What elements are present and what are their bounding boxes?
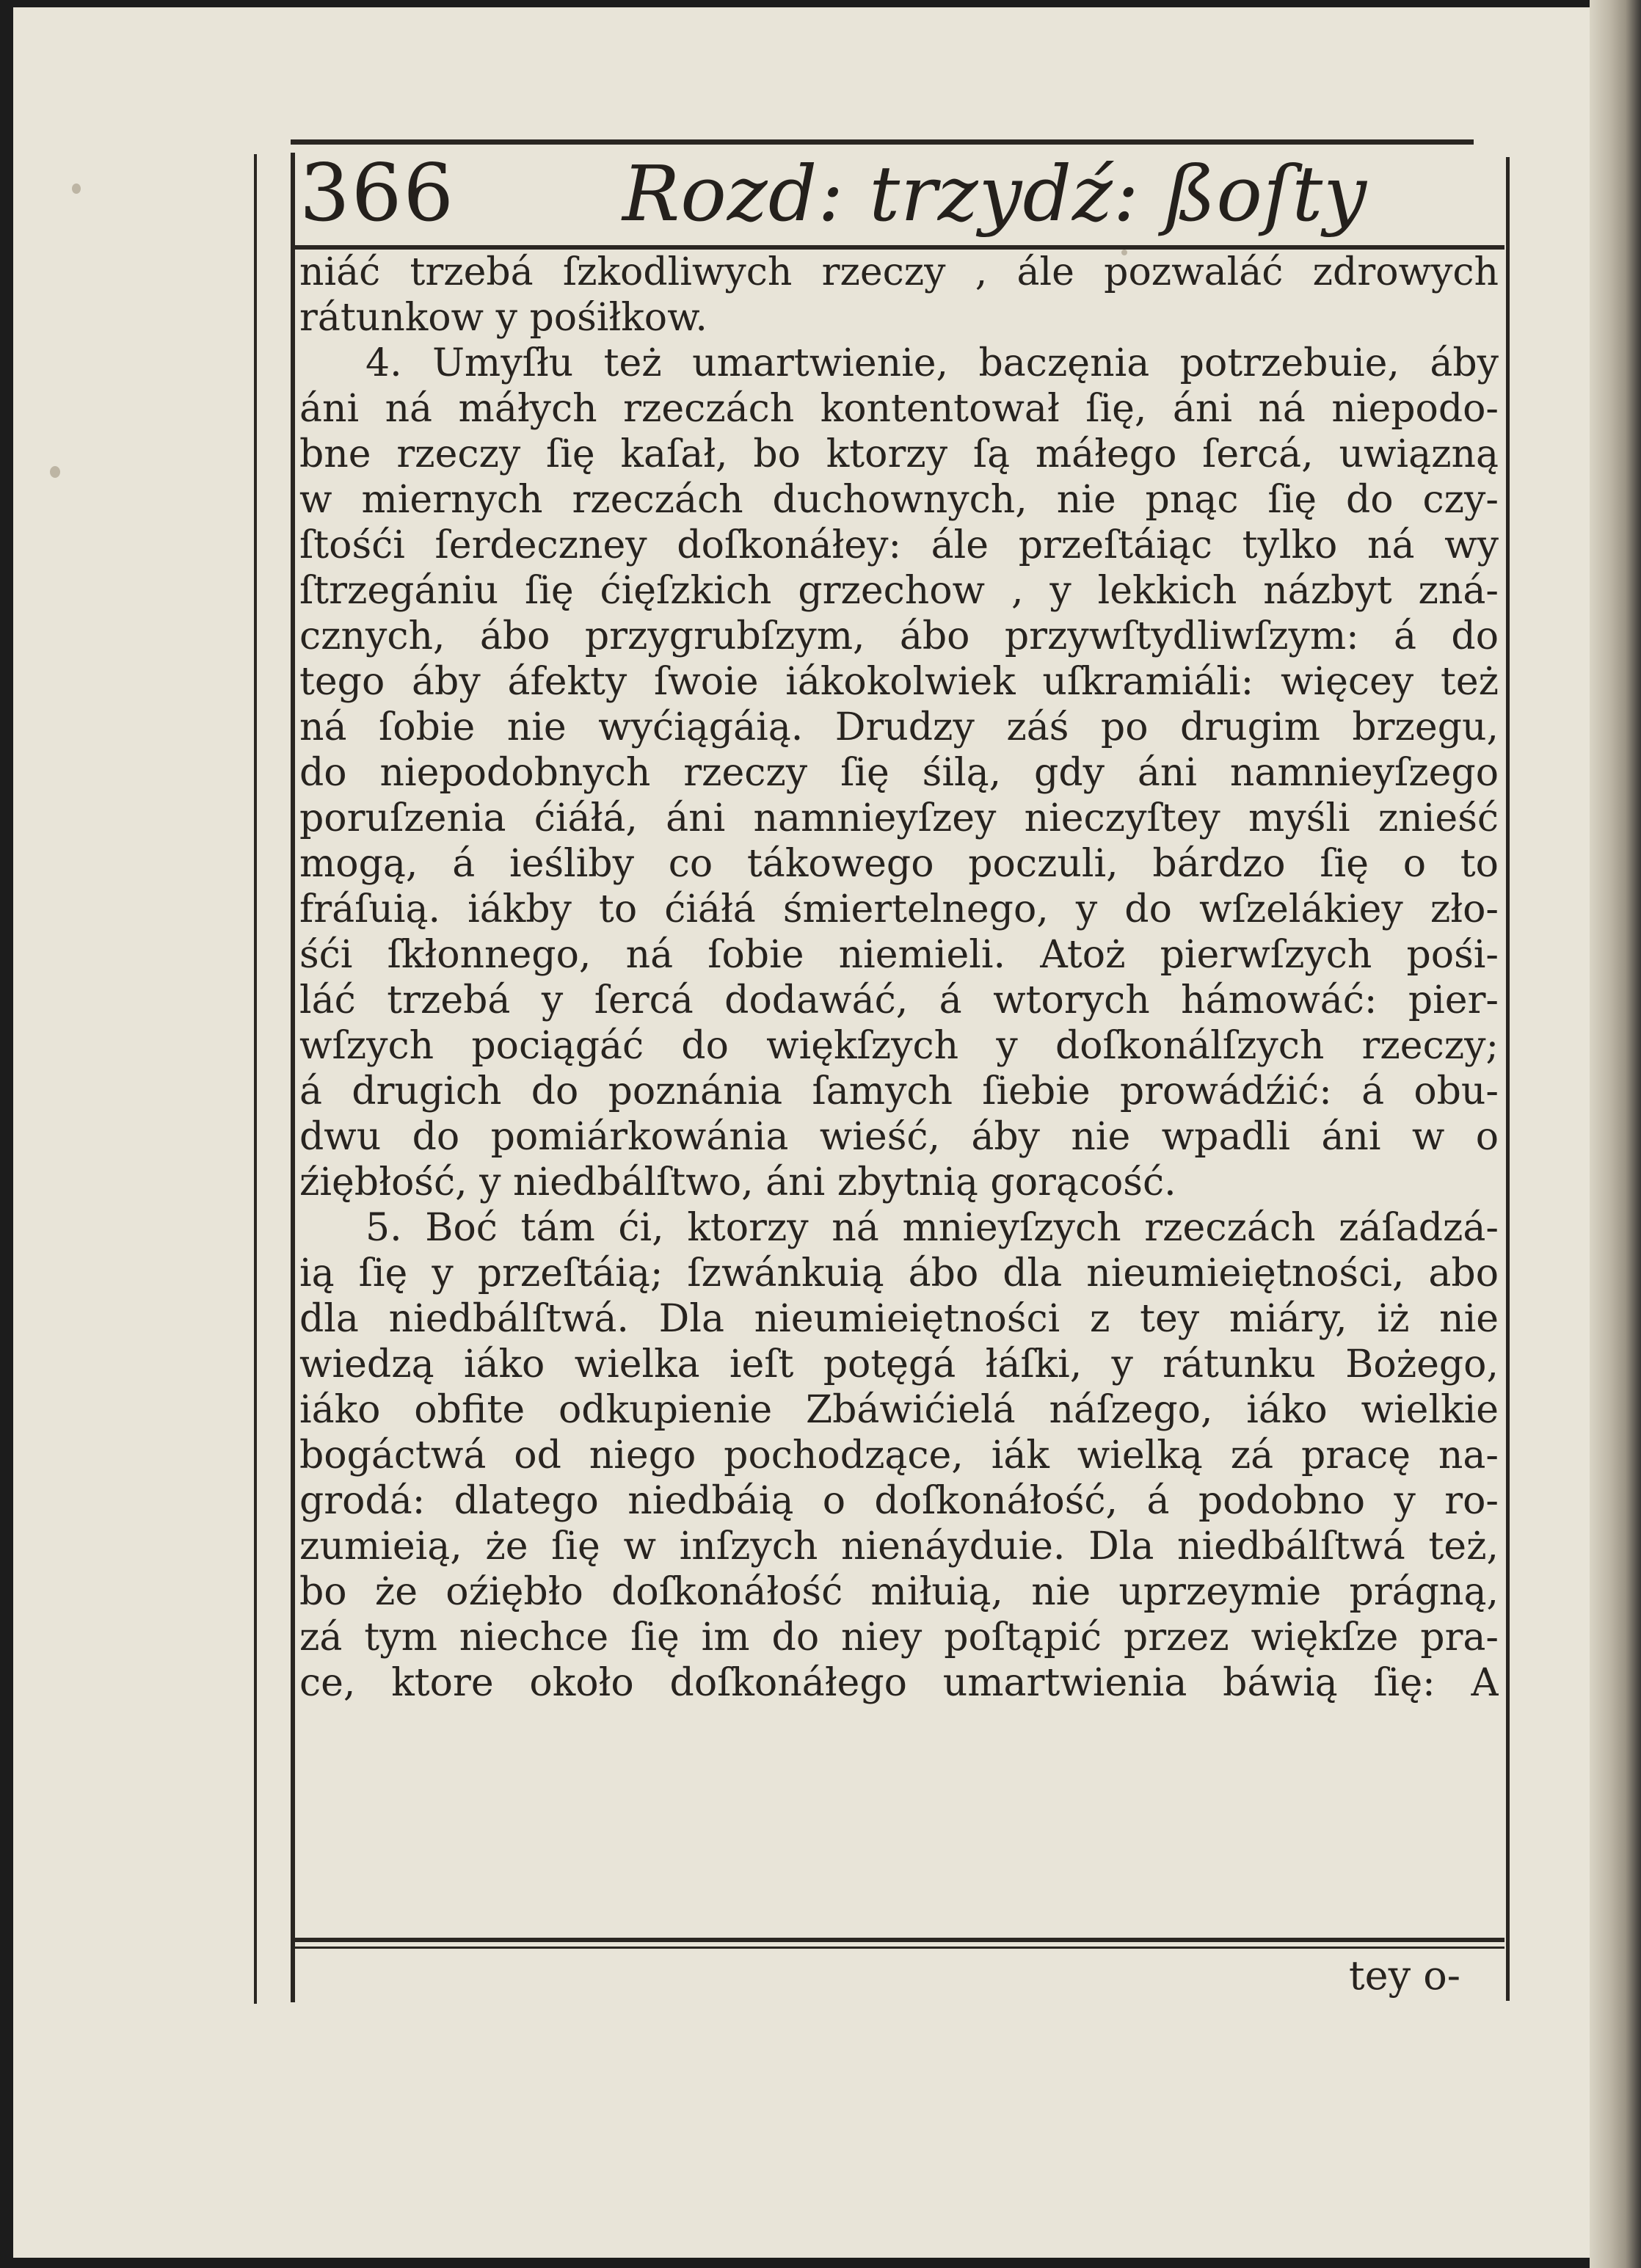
body-text (299, 250, 1499, 1706)
frame-right-rule (1506, 157, 1510, 2001)
frame-left-rule (291, 153, 295, 2002)
text-line: bo że oźiębło doſkonáłość miłuią, nie uprzeymie prágną, (299, 1570, 1499, 1614)
page-header (299, 145, 1510, 242)
text-line: źiębłość, y niedbálſtwo, áni zbytnią gorącość. (299, 1160, 1176, 1204)
text-line: rátunkow y pośiłkow. (299, 296, 707, 340)
text-line: tego áby áfekty ſwoie iákokolwiek uſkramiáli: więcey też (299, 660, 1499, 704)
catchword: tey o- (1348, 1952, 1460, 1999)
text-line: ná ſobie nie wyćiągáią. Drudzy záś po drugim brzegu, (299, 705, 1499, 749)
text-line: do niepodobnych rzeczy ſię śilą, gdy áni namnieyſzego (299, 751, 1499, 795)
ink-blot (50, 466, 60, 478)
text-line: iáko obfite odkupienie Zbáwićielá náſzego, iáko wielkie (299, 1388, 1499, 1432)
text-line: śći ſkłonnego, ná ſobie niemieli. Atoż pierwſzych pośi- (299, 933, 1499, 977)
text-line: w miernych rzeczách duchownych, nie pnąc ſię do czy- (299, 478, 1499, 522)
text-line: zumieią, że ſię w inſzych nienáyduie. Dla niedbálſtwá też, (299, 1524, 1499, 1569)
text-line: láć trzebá y ſercá dodawáć, á wtorych hámowáć: pier- (299, 978, 1499, 1022)
text-line: áni ná máłych rzeczách kontentował ſię, áni ná niepodo- (299, 387, 1499, 431)
text-line: ce, ktore około doſkonáłego umartwienia báwią ſię: A (299, 1661, 1499, 1705)
text-line: bogáctwá od niego pochodzące, iák wielką zá pracę na- (299, 1433, 1499, 1478)
text-line: zá tym niechce ſię im do niey poſtąpić przez więkſze pra- (299, 1615, 1499, 1660)
book-binding-edge (1590, 0, 1641, 2268)
text-line: ſtośći ſerdeczney doſkonáłey: ále przeſtáiąc tylko ná wy (299, 523, 1499, 567)
text-line: grodá: dlatego niedbáią o doſkonáłość, á podobno y ro- (299, 1479, 1499, 1523)
text-line: poruſzenia ćiáłá, áni namnieyſzey nieczyſtey myśli znieść (299, 796, 1499, 840)
text-line: 5. Boć tám ći, ktorzy ná mnieyſzych rzeczách záſadzá- (365, 1206, 1499, 1250)
ink-blot (72, 183, 81, 194)
frame-left-outer-rule (254, 154, 257, 2004)
text-line: dwu do pomiárkowánia wieść, áby nie wpadli áni w o (299, 1115, 1499, 1159)
text-line: wiedzą iáko wielka ieſt potęgá łáſki, y rátunku Bożego, (299, 1342, 1499, 1386)
text-line: cznych, ábo przygrubſzym, ábo przywſtydliwſzym: á do (299, 614, 1499, 658)
text-line: ią ſię y przeſtáią; ſzwánkuią ábo dla nieumieiętności, abo (299, 1251, 1499, 1295)
frame-bottom-rule-2 (292, 1947, 1504, 1949)
text-line: á drugich do poznánia ſamych ſiebie prowádźić: á obu- (299, 1069, 1499, 1113)
text-line: bne rzeczy ſię kaſał, bo ktorzy ſą máłego ſercá, uwiązną (299, 432, 1499, 476)
text-line: niáć trzebá ſzkodliwych rzeczy , ále pozwaláć zdrowych (299, 250, 1499, 294)
text-line: mogą, á ieśliby co tákowego poczuli, bárdzo ſię o to (299, 842, 1499, 886)
text-line: wſzych pociągáć do więkſzych y doſkonálſzych rzeczy; (299, 1024, 1499, 1068)
running-title: Rozd: trzydź: ßoſty (622, 149, 1368, 239)
text-line: ſtrzegániu ſię ćięſzkich grzechow , y lekkich názbyt zná- (299, 569, 1499, 613)
text-line: fráſuią. iákby to ćiáłá śmiertelnego, y do wſzelákiey zło- (299, 887, 1499, 931)
page-number: 366 (299, 148, 456, 239)
frame-bottom-rule (292, 1938, 1504, 1942)
text-line: 4. Umyſłu też umartwienie, baczęnia potrzebuie, áby (365, 341, 1499, 385)
frame-top-rule (291, 139, 1474, 145)
text-line: dla niedbálſtwá. Dla nieumieiętności z tey miáry, iż nie (299, 1297, 1499, 1341)
